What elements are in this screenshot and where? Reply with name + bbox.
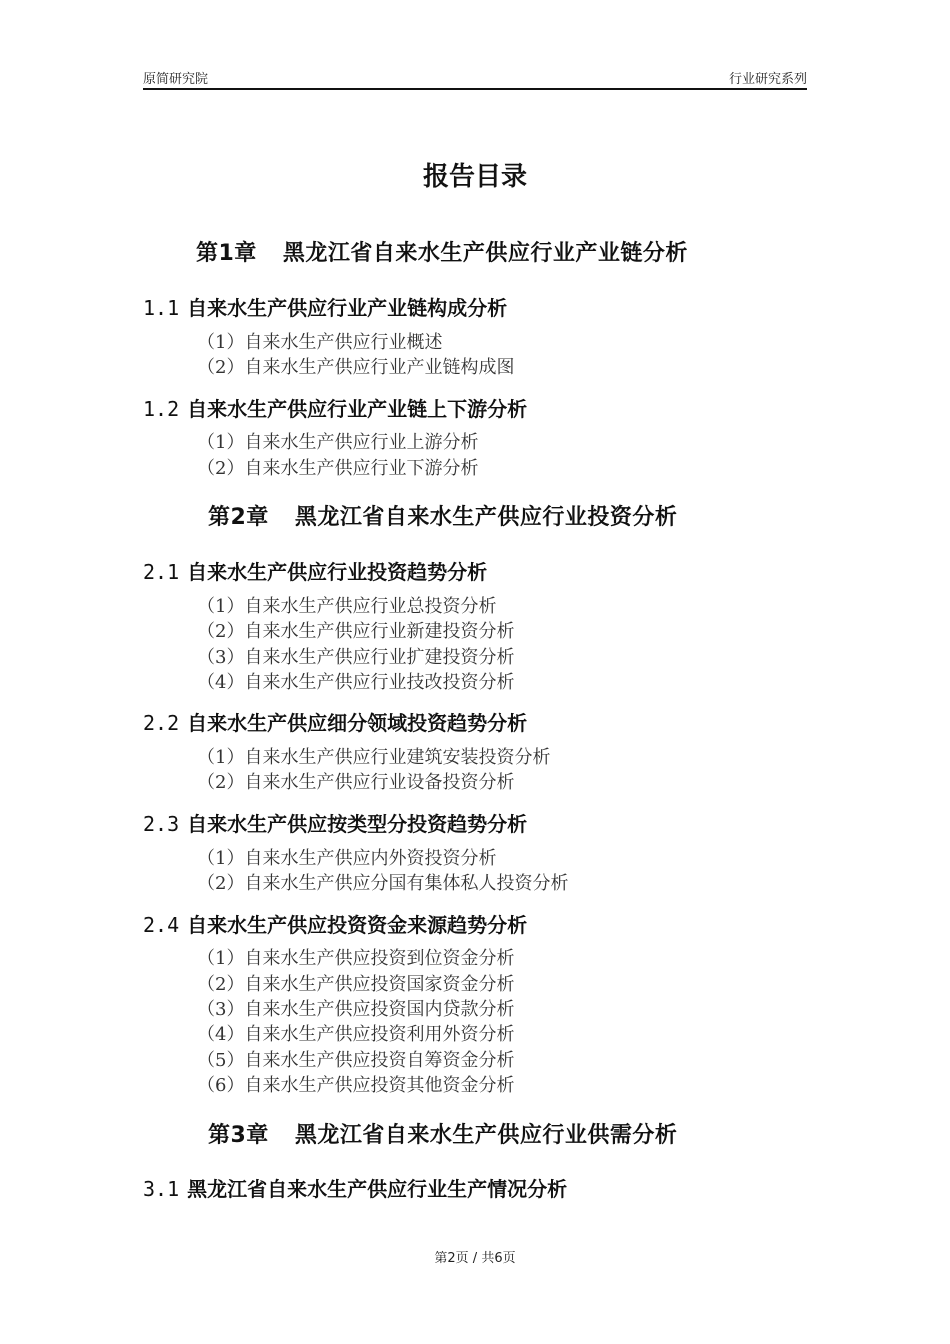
toc-item: （2）自来水生产供应投资国家资金分析 — [197, 974, 515, 995]
section-title: 自来水生产供应细分领域投资趋势分析 — [187, 711, 528, 735]
toc-item: （1）自来水生产供应行业概述 — [197, 332, 443, 353]
chapter-title: 黑龙江省自来水生产供应行业投资分析 — [294, 505, 678, 530]
chapter-heading — [208, 1118, 677, 1149]
chapter-heading — [196, 236, 688, 267]
toc-item: （2）自来水生产供应行业产业链构成图 — [197, 357, 515, 378]
toc-item: （4）自来水生产供应行业技改投资分析 — [197, 672, 515, 693]
header-series: 行业研究系列 — [728, 72, 807, 87]
page-footer: 第2页 / 共6页 — [434, 1251, 516, 1266]
section-heading — [143, 393, 527, 422]
section-number: 2.4 — [143, 913, 180, 937]
section-number: 3.1 — [143, 1177, 180, 1201]
section-title: 自来水生产供应按类型分投资趋势分析 — [187, 812, 528, 836]
section-title: 自来水生产供应投资资金来源趋势分析 — [187, 913, 528, 937]
toc-item: （2）自来水生产供应行业新建投资分析 — [197, 621, 515, 642]
section-number: 2.3 — [143, 812, 180, 836]
chapter-number: 第1章 — [196, 241, 257, 266]
toc-item: （2）自来水生产供应行业下游分析 — [197, 458, 479, 479]
section-number: 2.2 — [143, 711, 180, 735]
section-title: 自来水生产供应行业投资趋势分析 — [187, 560, 488, 584]
chapter-title: 黑龙江省自来水生产供应行业产业链分析 — [282, 241, 688, 266]
toc-item: （1）自来水生产供应行业上游分析 — [197, 432, 479, 453]
toc-item: （3）自来水生产供应行业扩建投资分析 — [197, 647, 515, 668]
section-heading — [143, 909, 527, 938]
toc-item: （4）自来水生产供应投资利用外资分析 — [197, 1024, 515, 1045]
toc-item: （3）自来水生产供应投资国内贷款分析 — [197, 999, 515, 1020]
chapter-number: 第3章 — [208, 1123, 269, 1148]
chapter-title: 黑龙江省自来水生产供应行业供需分析 — [294, 1123, 678, 1148]
section-title: 自来水生产供应行业产业链上下游分析 — [187, 397, 528, 421]
toc-item: （5）自来水生产供应投资自筹资金分析 — [197, 1050, 515, 1071]
section-heading — [143, 556, 487, 585]
page-title: 报告目录 — [422, 162, 527, 192]
section-number: 1.1 — [143, 296, 180, 320]
toc-item: （2）自来水生产供应行业设备投资分析 — [197, 772, 515, 793]
chapter-heading — [208, 500, 677, 531]
chapter-number: 第2章 — [208, 505, 269, 530]
toc-item: （1）自来水生产供应行业建筑安装投资分析 — [197, 747, 551, 768]
toc-item: （6）自来水生产供应投资其他资金分析 — [197, 1075, 515, 1096]
section-heading — [143, 1173, 567, 1202]
section-heading — [143, 292, 507, 321]
section-heading — [143, 707, 527, 736]
toc-item: （1）自来水生产供应内外资投资分析 — [197, 848, 497, 869]
page-header — [143, 66, 807, 90]
section-heading — [143, 808, 527, 837]
toc-item: （1）自来水生产供应投资到位资金分析 — [197, 948, 515, 969]
section-number: 1.2 — [143, 397, 180, 421]
section-title: 自来水生产供应行业产业链构成分析 — [187, 296, 508, 320]
toc-item: （2）自来水生产供应分国有集体私人投资分析 — [197, 873, 569, 894]
toc-item: （1）自来水生产供应行业总投资分析 — [197, 596, 497, 617]
section-title: 黑龙江省自来水生产供应行业生产情况分析 — [187, 1177, 568, 1201]
section-number: 2.1 — [143, 560, 180, 584]
header-org: 原简研究院 — [143, 72, 209, 87]
